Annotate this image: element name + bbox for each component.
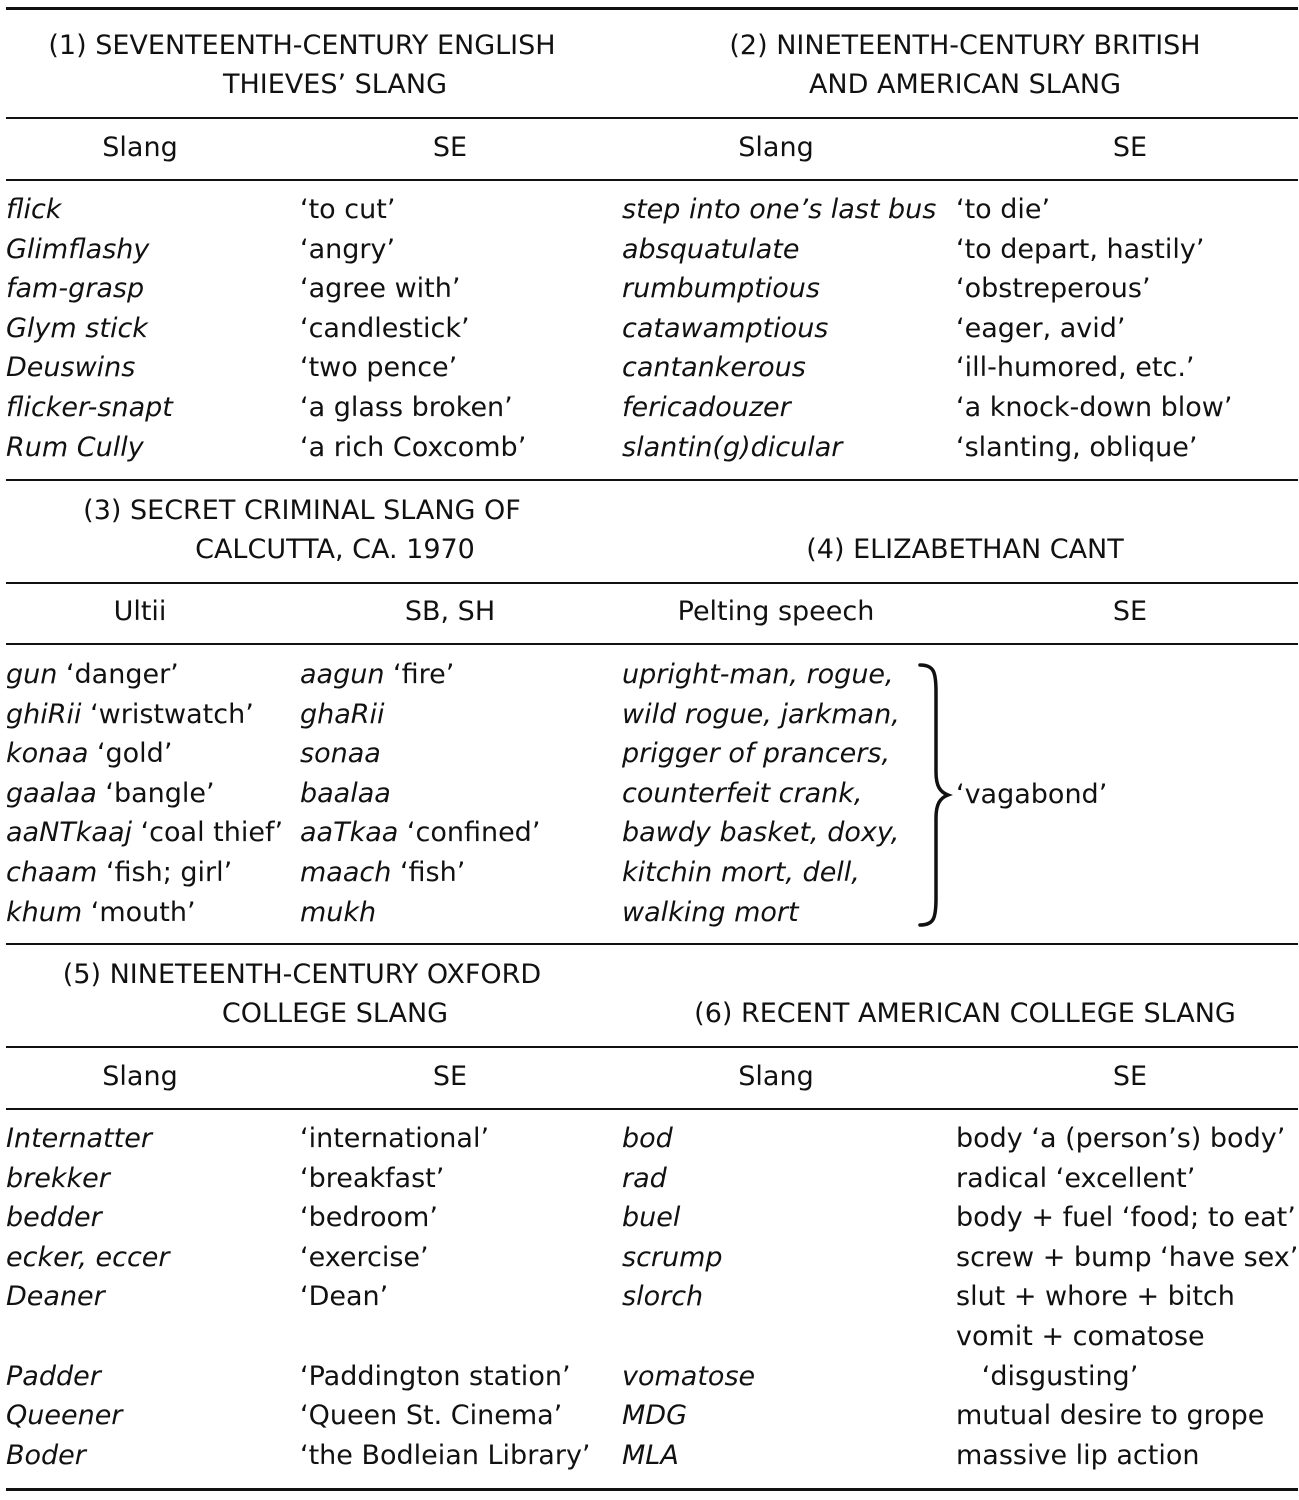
s1-col-slang-header: Slang [102, 132, 178, 163]
s3-ultii-entry [6, 898, 196, 928]
s1-se-gloss: ‘a glass broken’ [300, 392, 513, 423]
s3-sbsh-term: sonaa [300, 738, 381, 770]
s1-col-se-header: SE [432, 132, 468, 163]
top-rule [6, 7, 1298, 10]
rule-end-1 [6, 479, 1298, 481]
rule-header-1 [6, 117, 1298, 119]
s3-col-sbsh-header: SB, SH [404, 596, 496, 627]
s6-slang-term: rad [622, 1162, 667, 1194]
s5-slang-term: Internatter [6, 1123, 152, 1154]
s1-se-gloss: ‘angry’ [300, 233, 396, 265]
s6-slang-term: MDG [622, 1400, 688, 1432]
s2-col-se-header: SE [1112, 132, 1148, 163]
s5-slang-term: Queener [6, 1400, 123, 1432]
s6-se-gloss: screw + bump ‘have sex’ [956, 1241, 1299, 1273]
section-5-title-line2: COLLEGE SLANG [221, 998, 449, 1029]
s6-se-gloss: slut + whore + bitch [956, 1281, 1235, 1313]
s4-pelting-term: wild rogue, jarkman, [622, 698, 900, 730]
s6-col-slang-header: Slang [738, 1061, 814, 1092]
s3-sbsh-entry [300, 660, 454, 690]
s5-col-slang-header: Slang [102, 1061, 178, 1092]
s1-slang-term: fam-grasp [6, 273, 145, 305]
rule-header-3 [6, 1046, 1298, 1048]
s5-se-gloss: ‘bedroom’ [300, 1202, 438, 1234]
section-6-title: (6) RECENT AMERICAN COLLEGE SLANG [694, 998, 1236, 1029]
s3-ultii-gloss: ‘mouth’ [82, 896, 196, 928]
s3-sbsh-gloss: ‘fire’ [384, 659, 455, 690]
s3-ultii-gloss: ‘coal thief’ [132, 817, 284, 849]
rule-colhead-3 [6, 1108, 1298, 1110]
s6-slang-term: slorch [622, 1281, 704, 1313]
s3-sbsh-entry [300, 818, 540, 848]
s3-sbsh-gloss: ‘confined’ [398, 817, 541, 849]
s2-se-gloss: ‘eager, avid’ [956, 312, 1126, 344]
s1-slang-term: Rum Cully [6, 431, 144, 463]
s3-sbsh-term: ghaRii [300, 698, 385, 730]
s5-slang-term: Boder [6, 1439, 86, 1471]
s6-slang-term: buel [622, 1202, 681, 1234]
s3-sbsh-entry [300, 858, 465, 888]
s4-gloss-vagabond: ‘vagabond’ [956, 779, 1108, 810]
s5-col-se-header: SE [432, 1061, 468, 1092]
s3-sbsh-term: maach [300, 857, 392, 888]
s4-pelting-term: counterfeit crank, [622, 777, 863, 809]
section-3-title-line1: (3) SECRET CRIMINAL SLANG OF [83, 495, 521, 526]
s2-se-gloss: ‘a knock-down blow’ [956, 392, 1233, 423]
rule-colhead-2 [6, 643, 1298, 645]
s6-se-gloss: body ‘a (person’s) body’ [956, 1123, 1286, 1154]
s4-pelting-term: walking mort [622, 896, 799, 928]
s3-sbsh-term: mukh [300, 896, 377, 928]
s3-ultii-entry [6, 818, 283, 848]
s3-sbsh-entry [300, 700, 385, 730]
s6-slang-term: MLA [622, 1439, 679, 1471]
s5-slang-term: Deaner [6, 1281, 105, 1313]
s2-se-gloss: ‘slanting, oblique’ [956, 431, 1198, 463]
s2-se-gloss: ‘obstreperous’ [956, 273, 1151, 305]
rule-colhead-1 [6, 179, 1298, 181]
s3-ultii-entry [6, 779, 215, 809]
s1-se-gloss: ‘a rich Coxcomb’ [300, 431, 527, 463]
section-5-title-line1: (5) NINETEENTH-CENTURY OXFORD [62, 959, 542, 990]
s6-slang-term: scrump [622, 1241, 723, 1273]
s5-slang-term: ecker, eccer [6, 1241, 170, 1273]
section-3-title-line2: CALCUTTA, CA. 1970 [195, 534, 475, 565]
rule-header-2 [6, 582, 1298, 584]
section-1-title-line1: (1) SEVENTEENTH-CENTURY ENGLISH [48, 30, 556, 61]
bottom-rule [6, 1488, 1298, 1491]
s6-slang-term: bod [622, 1123, 673, 1154]
s2-se-gloss: ‘ill-humored, etc.’ [956, 352, 1195, 384]
s5-se-gloss: ‘international’ [300, 1123, 490, 1154]
s6-col-se-header: SE [1112, 1061, 1148, 1092]
s1-slang-term: Deuswins [6, 352, 136, 384]
s4-col-se-header: SE [1112, 596, 1148, 627]
s3-ultii-gloss: ‘gold’ [88, 738, 173, 770]
s5-se-gloss: ‘exercise’ [300, 1241, 429, 1273]
s6-se-gloss: body + fuel ‘food; to eat’ [956, 1202, 1296, 1234]
s1-se-gloss: ‘two pence’ [300, 352, 458, 384]
s3-sbsh-term: aagun [300, 659, 385, 690]
s6-se-gloss: ‘disgusting’ [956, 1360, 1139, 1392]
s2-slang-term: fericadouzer [622, 392, 791, 423]
s3-ultii-gloss: ‘danger’ [57, 659, 179, 690]
s2-se-gloss: ‘to depart, hastily’ [956, 233, 1205, 265]
s6-se-gloss: mutual desire to grope [956, 1400, 1265, 1432]
s5-se-gloss: ‘Dean’ [300, 1281, 389, 1313]
s1-slang-term: flick [6, 194, 62, 225]
s2-slang-term: catawamptious [622, 312, 829, 344]
rule-end-2 [6, 943, 1298, 945]
s3-sbsh-entry [300, 898, 376, 928]
s3-ultii-gloss: ‘bangle’ [96, 777, 215, 809]
s2-se-gloss: ‘to die’ [956, 194, 1051, 225]
s1-se-gloss: ‘to cut’ [300, 194, 396, 225]
s2-col-slang-header: Slang [738, 132, 814, 163]
s3-ultii-term: aaNTkaaj [6, 817, 133, 849]
s2-slang-term: rumbumptious [622, 273, 820, 305]
section-4-title: (4) ELIZABETHAN CANT [806, 534, 1124, 565]
s3-sbsh-gloss: ‘fish’ [391, 857, 466, 888]
s2-slang-term: cantankerous [622, 352, 806, 384]
s6-slang-term: vomatose [622, 1360, 756, 1392]
s3-col-ultii-header: Ultii [113, 596, 167, 627]
s3-sbsh-entry [300, 779, 391, 809]
s3-ultii-term: konaa [6, 738, 89, 770]
s3-ultii-gloss: ‘wristwatch’ [81, 698, 254, 730]
s3-ultii-entry [6, 739, 172, 769]
s4-pelting-term: kitchin mort, dell, [622, 857, 860, 888]
section-2-title-line2: AND AMERICAN SLANG [808, 69, 1122, 100]
s3-sbsh-term: baalaa [300, 777, 391, 809]
s1-slang-term: Glimflashy [6, 233, 150, 265]
s2-slang-term: absquatulate [622, 233, 800, 265]
curly-brace [916, 662, 956, 928]
s4-pelting-term: prigger of prancers, [622, 738, 891, 770]
s6-se-gloss: radical ‘excellent’ [956, 1162, 1196, 1194]
s3-ultii-term: gun [6, 659, 58, 690]
section-2-title-line1: (2) NINETEENTH-CENTURY BRITISH [729, 30, 1201, 61]
s1-slang-term: flicker-snapt [6, 392, 173, 423]
s5-slang-term: brekker [6, 1162, 110, 1194]
s4-col-pelting-header: Pelting speech [677, 596, 875, 627]
s3-ultii-term: gaalaa [6, 777, 97, 809]
s1-se-gloss: ‘agree with’ [300, 273, 461, 305]
s5-slang-term: Padder [6, 1360, 101, 1392]
s1-slang-term: Glym stick [6, 312, 148, 344]
s3-sbsh-entry [300, 739, 381, 769]
s5-se-gloss: ‘Queen St. Cinema’ [300, 1400, 563, 1432]
s3-ultii-term: chaam [6, 857, 98, 888]
s3-sbsh-term: aaTkaa [300, 817, 399, 849]
s3-ultii-entry [6, 858, 232, 888]
section-1-title-line2: THIEVES’ SLANG [222, 69, 448, 100]
s5-se-gloss: ‘breakfast’ [300, 1162, 445, 1194]
s5-se-gloss: ‘Paddington station’ [300, 1360, 571, 1392]
s3-ultii-gloss: ‘fish; girl’ [97, 857, 233, 888]
s1-se-gloss: ‘candlestick’ [300, 312, 470, 344]
s6-se-gloss: vomit + comatose [956, 1321, 1205, 1352]
s5-se-gloss: ‘the Bodleian Library’ [300, 1439, 591, 1471]
s3-ultii-term: khum [6, 896, 83, 928]
s4-pelting-term: upright-man, rogue, [622, 659, 894, 690]
s3-ultii-entry [6, 660, 179, 690]
s3-ultii-term: ghiRii [6, 698, 82, 730]
s6-se-gloss: massive lip action [956, 1439, 1200, 1471]
s2-slang-term: step into one’s last bus [622, 194, 937, 225]
s5-slang-term: bedder [6, 1202, 102, 1234]
s2-slang-term: slantin(g)dicular [622, 431, 843, 463]
s4-pelting-term: bawdy basket, doxy, [622, 817, 900, 849]
s3-ultii-entry [6, 700, 254, 730]
